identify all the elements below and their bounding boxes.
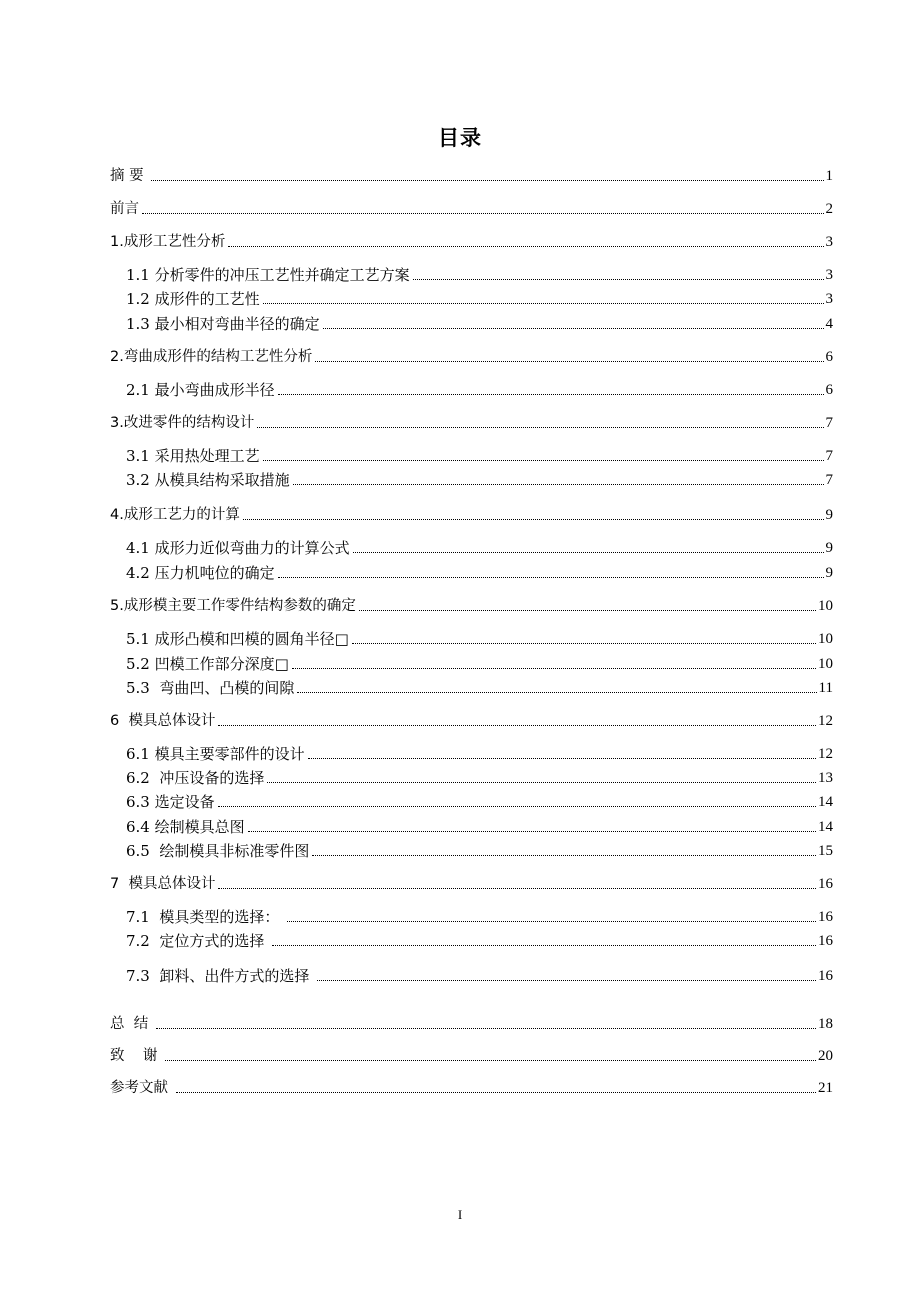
toc-leader-dots bbox=[359, 610, 816, 611]
toc-entry-page: 3 bbox=[825, 267, 833, 283]
toc-entry[interactable] bbox=[0, 789, 920, 811]
toc-entry[interactable] bbox=[0, 535, 920, 557]
toc-entry[interactable] bbox=[0, 1043, 920, 1065]
toc-leader-dots bbox=[352, 643, 816, 644]
toc-entry-label: 1.成形工艺性分析 bbox=[110, 234, 226, 250]
toc-entry-page: 10 bbox=[818, 598, 833, 614]
toc-leader-dots bbox=[278, 577, 824, 578]
toc-leader-dots bbox=[248, 831, 816, 832]
toc-leader-dots bbox=[323, 328, 824, 329]
toc-entry-page: 18 bbox=[818, 1016, 833, 1032]
toc-entry-label: 总 结 bbox=[110, 1016, 153, 1032]
toc-entry-page: 9 bbox=[825, 507, 833, 523]
toc-leader-dots bbox=[278, 394, 824, 395]
toc-entry[interactable] bbox=[0, 651, 920, 673]
toc-entry-label: 5.3 弯曲凹、凸模的间隙 bbox=[126, 679, 295, 697]
toc-entry-page: 16 bbox=[818, 876, 833, 892]
toc-entry-label: 4.2 压力机吨位的确定 bbox=[126, 564, 275, 582]
toc-leader-dots bbox=[413, 279, 824, 280]
toc-entry-label: 前言 bbox=[110, 201, 139, 217]
toc-entry-label: 5.1 成形凸模和凹模的圆角半径□ bbox=[126, 630, 349, 648]
toc-entry[interactable] bbox=[0, 675, 920, 697]
toc-leader-dots bbox=[151, 180, 823, 181]
toc-entry-label: 4.成形工艺力的计算 bbox=[110, 507, 240, 523]
toc-entry-page: 9 bbox=[825, 540, 833, 556]
toc-entry[interactable] bbox=[0, 1075, 920, 1097]
toc-entry-page: 21 bbox=[818, 1080, 833, 1096]
toc-entry-label: 6.5 绘制模具非标准零件图 bbox=[126, 842, 310, 860]
toc-leader-dots bbox=[228, 246, 823, 247]
toc-entry[interactable] bbox=[0, 311, 920, 333]
toc-entry-page: 7 bbox=[825, 415, 833, 431]
toc-entry-label: 5.成形模主要工作零件结构参数的确定 bbox=[110, 598, 356, 614]
toc-entry-page: 10 bbox=[818, 631, 833, 647]
toc-entry[interactable] bbox=[0, 765, 920, 787]
toc-entry-label: 2.弯曲成形件的结构工艺性分析 bbox=[110, 349, 313, 365]
toc-entry-page: 3 bbox=[825, 234, 833, 250]
toc-leader-dots bbox=[272, 945, 816, 946]
toc-entry[interactable] bbox=[0, 741, 920, 763]
toc-entry-page: 15 bbox=[818, 843, 833, 859]
toc-leader-dots bbox=[165, 1060, 816, 1061]
toc-entry[interactable] bbox=[0, 344, 920, 366]
toc-leader-dots bbox=[176, 1092, 816, 1093]
toc-entry-label: 致 谢 bbox=[110, 1048, 163, 1064]
toc-entry-page: 14 bbox=[818, 794, 833, 810]
toc-entry-page: 13 bbox=[818, 770, 833, 786]
toc-entry[interactable] bbox=[0, 443, 920, 465]
toc-leader-dots bbox=[293, 484, 824, 485]
toc-leader-dots bbox=[263, 303, 824, 304]
toc-entry-page: 16 bbox=[818, 909, 833, 925]
toc-entry-label: 7 模具总体设计 bbox=[110, 876, 216, 892]
toc-entry-label: 5.2 凹模工作部分深度□ bbox=[126, 655, 289, 673]
toc-entry-page: 7 bbox=[825, 448, 833, 464]
toc-leader-dots bbox=[263, 460, 824, 461]
toc-entry-label: 4.1 成形力近似弯曲力的计算公式 bbox=[126, 539, 350, 557]
toc-leader-dots bbox=[297, 692, 816, 693]
toc-entry-page: 2 bbox=[825, 201, 833, 217]
toc-leader-dots bbox=[317, 980, 816, 981]
toc-leader-dots bbox=[142, 213, 824, 214]
toc-entry[interactable] bbox=[0, 708, 920, 730]
toc-entry-label: 7.2 定位方式的选择 bbox=[126, 932, 270, 950]
toc-entry[interactable] bbox=[0, 410, 920, 432]
toc-entry-label: 参考文献 bbox=[110, 1080, 173, 1096]
toc-entry-page: 6 bbox=[825, 349, 833, 365]
toc-entry[interactable] bbox=[0, 262, 920, 284]
toc-entry-label: 6.4 绘制模具总图 bbox=[126, 818, 245, 836]
toc-entry-label: 1.1 分析零件的冲压工艺性并确定工艺方案 bbox=[126, 266, 410, 284]
toc-entry[interactable] bbox=[0, 229, 920, 251]
toc-title: 目录 bbox=[438, 126, 482, 150]
toc-entry[interactable] bbox=[0, 163, 920, 185]
toc-entry-page: 12 bbox=[818, 746, 833, 762]
toc-leader-dots bbox=[353, 552, 824, 553]
toc-entry-label: 7.3 卸料、出件方式的选择 bbox=[126, 967, 315, 985]
toc-entry-label: 1.3 最小相对弯曲半径的确定 bbox=[126, 315, 320, 333]
toc-entry-label: 3.改进零件的结构设计 bbox=[110, 415, 255, 431]
page-number: I bbox=[457, 1207, 463, 1222]
toc-entry-page: 6 bbox=[825, 382, 833, 398]
toc-entry[interactable] bbox=[0, 502, 920, 524]
toc-entry-page: 12 bbox=[818, 713, 833, 729]
toc-leader-dots bbox=[218, 888, 816, 889]
toc-leader-dots bbox=[218, 806, 816, 807]
toc-entry[interactable] bbox=[0, 560, 920, 582]
toc-leader-dots bbox=[243, 519, 824, 520]
toc-entry[interactable] bbox=[0, 928, 920, 950]
toc-leader-dots bbox=[312, 855, 816, 856]
toc-entry[interactable] bbox=[0, 377, 920, 399]
toc-entry-page: 1 bbox=[825, 168, 833, 184]
toc-entry-label: 2.1 最小弯曲成形半径 bbox=[126, 381, 275, 399]
toc-entry[interactable] bbox=[0, 904, 920, 926]
toc-entry-page: 16 bbox=[818, 933, 833, 949]
toc-entry[interactable] bbox=[0, 1011, 920, 1033]
toc-entry-label: 6 模具总体设计 bbox=[110, 713, 216, 729]
toc-entry-label: 3.2 从模具结构采取措施 bbox=[126, 471, 290, 489]
toc-entry-page: 7 bbox=[825, 472, 833, 488]
toc-entry[interactable] bbox=[0, 871, 920, 893]
toc-entry-page: 20 bbox=[818, 1048, 833, 1064]
toc-entry-page: 11 bbox=[818, 680, 833, 696]
toc-entry[interactable] bbox=[0, 593, 920, 615]
toc-entry-label: 6.3 选定设备 bbox=[126, 793, 215, 811]
toc-entry-label: 6.1 模具主要零部件的设计 bbox=[126, 745, 305, 763]
toc-entry-label: 3.1 采用热处理工艺 bbox=[126, 447, 260, 465]
toc-leader-dots bbox=[287, 921, 816, 922]
toc-entry-label: 6.2 冲压设备的选择 bbox=[126, 769, 265, 787]
toc-entry[interactable] bbox=[0, 467, 920, 489]
toc-entry[interactable] bbox=[0, 286, 920, 308]
toc-entry-page: 16 bbox=[818, 968, 833, 984]
toc-entry[interactable] bbox=[0, 626, 920, 648]
toc-leader-dots bbox=[218, 725, 816, 726]
toc-entry-page: 14 bbox=[818, 819, 833, 835]
toc-entry-page: 9 bbox=[825, 565, 833, 581]
toc-entry[interactable] bbox=[0, 814, 920, 836]
toc-leader-dots bbox=[308, 758, 816, 759]
toc-leader-dots bbox=[292, 668, 816, 669]
toc-entry-label: 1.2 成形件的工艺性 bbox=[126, 290, 260, 308]
toc-entry[interactable] bbox=[0, 838, 920, 860]
toc-entry[interactable] bbox=[0, 963, 920, 985]
toc-entry-label: 7.1 模具类型的选择： bbox=[126, 908, 285, 926]
toc-entry[interactable] bbox=[0, 196, 920, 218]
toc-leader-dots bbox=[257, 427, 823, 428]
toc-entry-label: 摘 要 bbox=[110, 168, 149, 184]
toc-entry-page: 10 bbox=[818, 656, 833, 672]
toc-leader-dots bbox=[267, 782, 816, 783]
toc-entry-page: 4 bbox=[825, 316, 833, 332]
toc-leader-dots bbox=[156, 1028, 816, 1029]
toc-leader-dots bbox=[315, 361, 823, 362]
toc-entry-page: 3 bbox=[825, 291, 833, 307]
